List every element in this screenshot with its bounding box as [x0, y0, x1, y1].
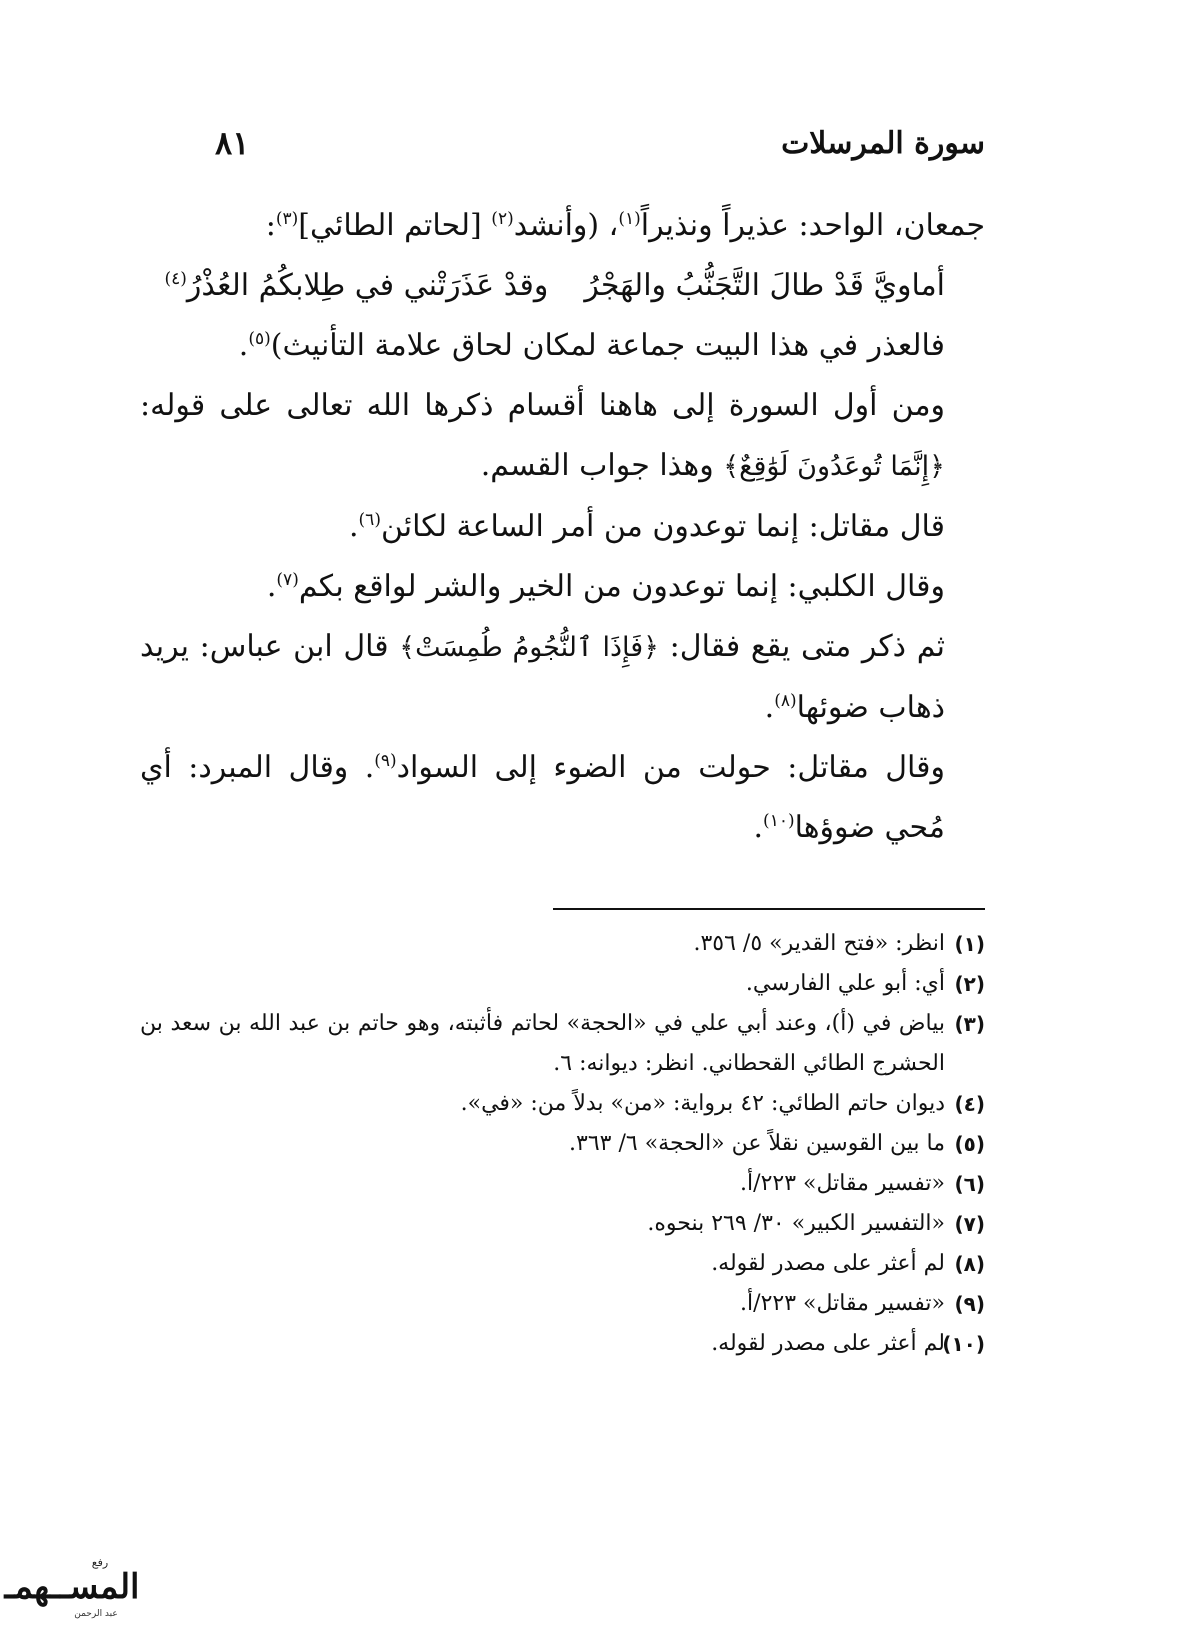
footnote-6: (٦) «تفسير مقاتل» ٢٢٣/أ. [740, 1171, 985, 1196]
paragraph-7: وقال مقاتل: حولت من الضوء إلى السواد$^{(٩)}$. وقال المبرد: أي مُحي ضوؤها$^{(١٠)}$. [140, 750, 945, 845]
footnote-2: (٢) أي: أبو علي الفارسي. [745, 971, 985, 996]
footnote-3: (٣) بياض في (أ)، وعند أبي علي في «الحجة» لحاتم فأثبته، وهو حاتم بن عبد الله بن سعد بن الحشرج الطائي القحطاني. انظر: ديوانه: ٦. [140, 1011, 985, 1076]
running-head [215, 118, 985, 168]
paragraph-1: جمعان، الواحد: عذيراً ونذيراً$^{(١)}$، (وأنشد$^{(٢)}$ [لحاتم الطائي]$^{(٣)}$: [265, 208, 985, 243]
poetry-verse [140, 256, 985, 316]
stamp-line-1: رفع [91, 1556, 109, 1569]
footnote-separator [553, 908, 985, 910]
footnote-ref-5: (٥) [248, 329, 271, 349]
footnote-5: (٥) ما بين القوسين نقلاً عن «الحجة» ٦/ ٣٦٣. [569, 1131, 985, 1156]
footnotes [140, 924, 985, 1364]
footnote-9: (٩) «تفسير مقاتل» ٢٢٣/أ. [740, 1291, 985, 1316]
footnote-ref-3: (٣) [275, 209, 299, 229]
page-number: ٨١ [215, 124, 250, 162]
library-stamp-icon [4, 1552, 140, 1622]
paragraph-6: ثم ذكر متى يقع فقال: ﴿فَإِذَا ٱلنُّجُومُ طُمِسَتْ﴾ قال ابن عباس: يريد ذهاب ضوئها$^{(٨)}$. [140, 629, 946, 725]
stamp-line-2: المسـ‌ـهمـ [4, 1567, 140, 1607]
footnote-ref-2: (٢) [491, 209, 514, 229]
quran-verse-2: ﴿فَإِذَا ٱلنُّجُومُ طُمِسَتْ﴾ [399, 632, 659, 663]
footnote-ref-9: (٩) [374, 751, 397, 771]
footnote-ref-8: (٨) [774, 691, 797, 711]
surah-title: سورة المرسلات [781, 125, 985, 161]
footnote-4: (٤) ديوان حاتم الطائي: ٤٢ برواية: «من» بدلاً من: «في». [460, 1091, 985, 1116]
footnote-8: (٨) لم أعثر على مصدر لقوله. [711, 1251, 985, 1276]
paragraph-3: ومن أول السورة إلى هاهنا أقسام ذكرها الله تعالى على قوله: ﴿إِنَّمَا تُوعَدُونَ لَوَٰقِعٌ﴾ وهذا جواب القسم. [140, 388, 945, 483]
footnote-ref-6: (٦) [358, 510, 381, 530]
paragraph-2: فالعذر في هذا البيت جماعة لمكان لحاق علامة التأنيث)$^{(٥)}$. [238, 328, 945, 363]
paragraph-5: وقال الكلبي: إنما توعدون من الخير والشر لواقع بكم$^{(٧)}$. [266, 569, 945, 604]
footnote-1: (١) انظر: «فتح القدير» ٥/ ٣٥٦. [693, 931, 985, 956]
footnote-10: (١٠) لم أعثر على مصدر لقوله. [711, 1331, 985, 1356]
stamp-line-3: عبد الرحمن [74, 1609, 118, 1619]
footnote-7: (٧) «التفسير الكبير» ٣٠/ ٢٦٩ بنحوه. [647, 1211, 985, 1236]
footnote-ref-4: (٤) [164, 269, 187, 289]
footnote-ref-1: (١) [618, 209, 641, 229]
footnote-ref-10: (١٠) [763, 811, 795, 831]
first-hemistich: أماويَّ قَدْ طالَ التَّجَنُّبُ والهَجْرُ [584, 268, 945, 303]
footnote-ref-7: (٧) [276, 570, 299, 590]
main-text [140, 196, 985, 858]
quran-verse-1: ﴿إِنَّمَا تُوعَدُونَ لَوَٰقِعٌ﴾ [723, 451, 945, 482]
second-hemistich: وقدْ عَذَرَتْني في طِلابكُمُ العُذْرُ [186, 268, 549, 303]
paragraph-4: قال مقاتل: إنما توعدون من أمر الساعة لكائن$^{(٦)}$. [348, 509, 945, 544]
